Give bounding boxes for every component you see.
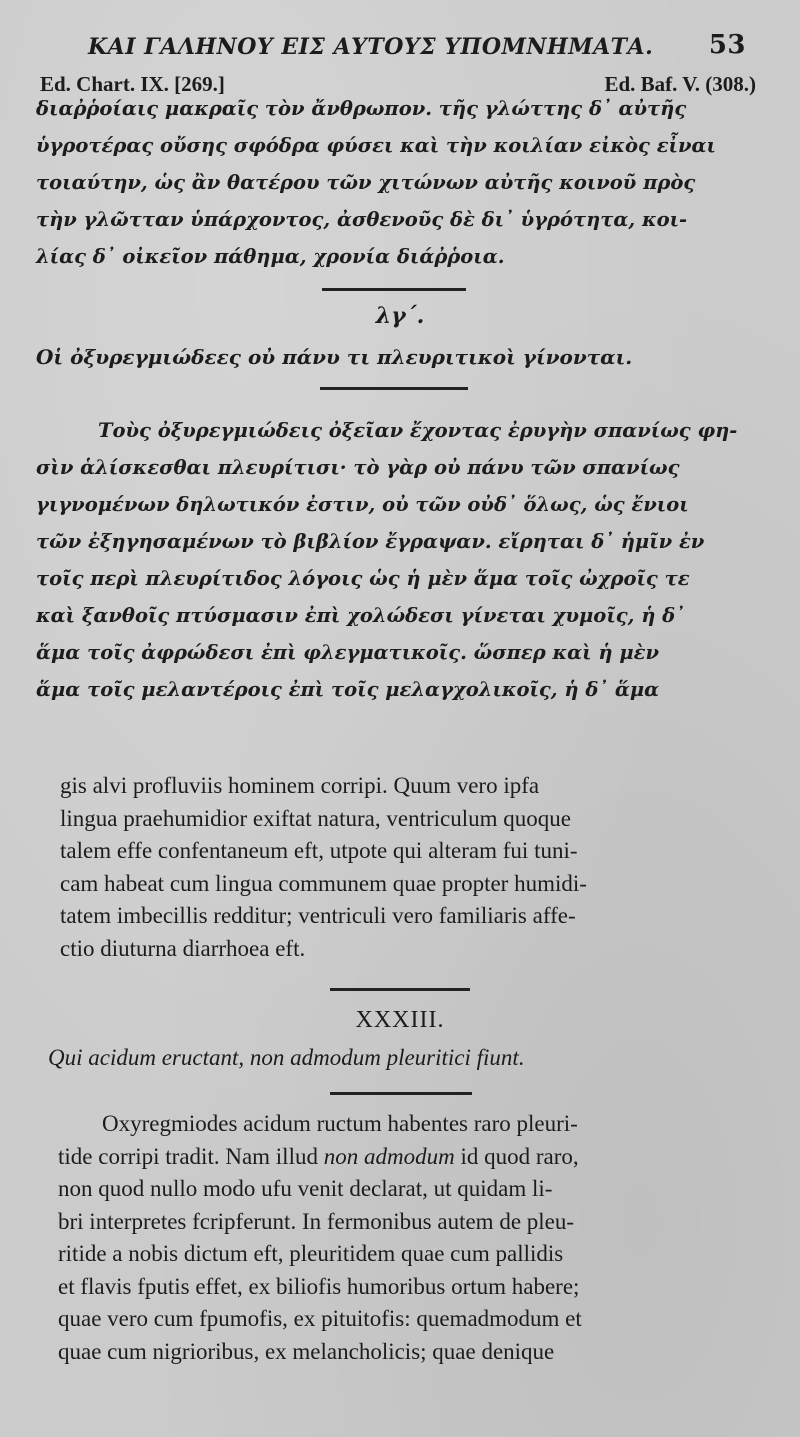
greek-line: ὑγροτέρας οὔσης σφόδρα φύσει καὶ τὴν κοιλίαν εἰκὸς εἶναι (36, 134, 716, 157)
greek-line: τοιαύτην, ὡς ἂν θατέρου τῶν χιτώνων αὐτῆς κοινοῦ πρὸς (36, 171, 696, 194)
greek-section-heading: Οἱ ὀξυρεγμιώδεες οὐ πάνυ τι πλευριτικοὶ γίνονται. (36, 345, 633, 369)
latin-line (58, 1141, 760, 1174)
latin-section-heading: Qui acidum eructant, non admodum pleuritici fiunt. (48, 1045, 525, 1070)
latin-continuation-paragraph (60, 770, 760, 965)
latin-line: ritide a nobis dictum eft, pleuritidem quae cum pallidis (58, 1241, 564, 1266)
latin-text-run: tide corripi tradit. Nam illud (58, 1143, 324, 1169)
greek-line: ἅμα τοῖς μελαντέροις ἐπὶ τοῖς μελαγχολικοῖς, ἡ δ᾿ ἅμα (36, 678, 660, 701)
latin-line: Oxyregmiodes acidum ructum habentes raro pleuri- (102, 1111, 578, 1136)
latin-line: quae vero cum fpumofis, ex pituitofis: quemadmodum et (58, 1306, 582, 1331)
section-divider-rule (330, 988, 470, 991)
latin-italic-phrase: non admodum (323, 1143, 455, 1169)
latin-section-number: XXXIII. (355, 1007, 445, 1033)
running-head (88, 30, 760, 66)
latin-line: talem effe confentaneum eft, utpote qui alteram fui tuni- (60, 838, 578, 863)
running-title: ΚΑΙ ΓΑΛΗΝΟΥ ΕΙΣ ΑΥΤΟΥΣ ΥΠΟΜΝΗΜΑΤΑ. (88, 34, 654, 60)
latin-line: lingua praehumidior exiftat natura, ventriculum quoque (60, 805, 571, 831)
greek-line: Τοὺς ὀξυρεγμιώδεις ὀξεῖαν ἔχοντας ἐρυγὴν σπανίως φη- (98, 419, 738, 442)
greek-line: ἅμα τοῖς ἀφρώδεσι ἐπὶ φλεγματικοῖς. ὥσπερ καὶ ἡ μὲν (36, 641, 659, 664)
greek-line: γιγνομένων δηλωτικόν ἐστιν, οὐ τῶν οὐδ᾿ ὅλως, ὡς ἔνιοι (36, 493, 689, 516)
section-divider-rule (330, 1092, 472, 1095)
greek-line: λίας δ᾿ οἰκεῖον πάθημα, χρονία διάῤῥοια. (36, 245, 505, 268)
latin-line: cam habeat cum lingua communem quae propter humidi- (60, 870, 587, 896)
page-number: 53 (708, 30, 746, 60)
edition-chartier-ref: Ed. Chart. IX. [269.] (40, 72, 225, 96)
greek-line: διαῤῥοίαις μακραῖς τὸν ἄνθρωπον. τῆς γλώττης δ᾿ αὐτῆς (36, 97, 687, 120)
latin-section-paragraph (58, 1108, 760, 1368)
latin-line: bri interpretes fcripferunt. In fermonibus autem de pleu- (58, 1208, 575, 1234)
latin-line: tatem imbecillis redditur; ventriculi vero familiaris affe- (60, 903, 576, 928)
latin-line: quae cum nigrioribus, ex melancholicis; quae denique (58, 1338, 555, 1364)
greek-line: καὶ ξανθοῖς πτύσμασιν ἐπὶ χολώδεσι γίνεται χυμοῖς, ἡ δ᾿ (36, 604, 685, 627)
latin-line: ctio diuturna diarrhoea eft. (60, 935, 306, 961)
section-divider-rule (320, 387, 468, 390)
greek-line: τῶν ἐξηγησαμένων τὸ βιβλίον ἔγραψαν. εἴρηται δ᾿ ἡμῖν ἐν (36, 530, 705, 553)
greek-continuation-paragraph (36, 90, 762, 275)
greek-section-number: λγ΄. (375, 303, 425, 329)
greek-line: τοῖς περὶ πλευρίτιδος λόγοις ὡς ἡ μὲν ἅμα τοῖς ὠχροῖς τε (36, 567, 690, 590)
latin-text-run: id quod raro, (454, 1143, 579, 1169)
greek-line: σὶν ἁλίσκεσθαι πλευρίτισι· τὸ γὰρ οὐ πάνυ τῶν σπανίως (36, 456, 680, 479)
latin-line: et flavis fputis effet, ex biliofis humoribus ortum habere; (58, 1273, 580, 1299)
greek-section-paragraph (36, 412, 762, 708)
greek-line: τὴν γλῶτταν ὑπάρχοντος, ἀσθενοῦς δὲ δι᾿ ὑγρότητα, κοι- (36, 208, 688, 231)
section-divider-rule (322, 288, 466, 291)
latin-line: gis alvi profluviis hominem corripi. Quum vero ipfa (60, 773, 540, 798)
edition-basel-ref: Ed. Baf. V. (308.) (604, 72, 756, 96)
latin-line: non quod nullo modo ufu venit declarat, ut quidam li- (58, 1176, 553, 1201)
